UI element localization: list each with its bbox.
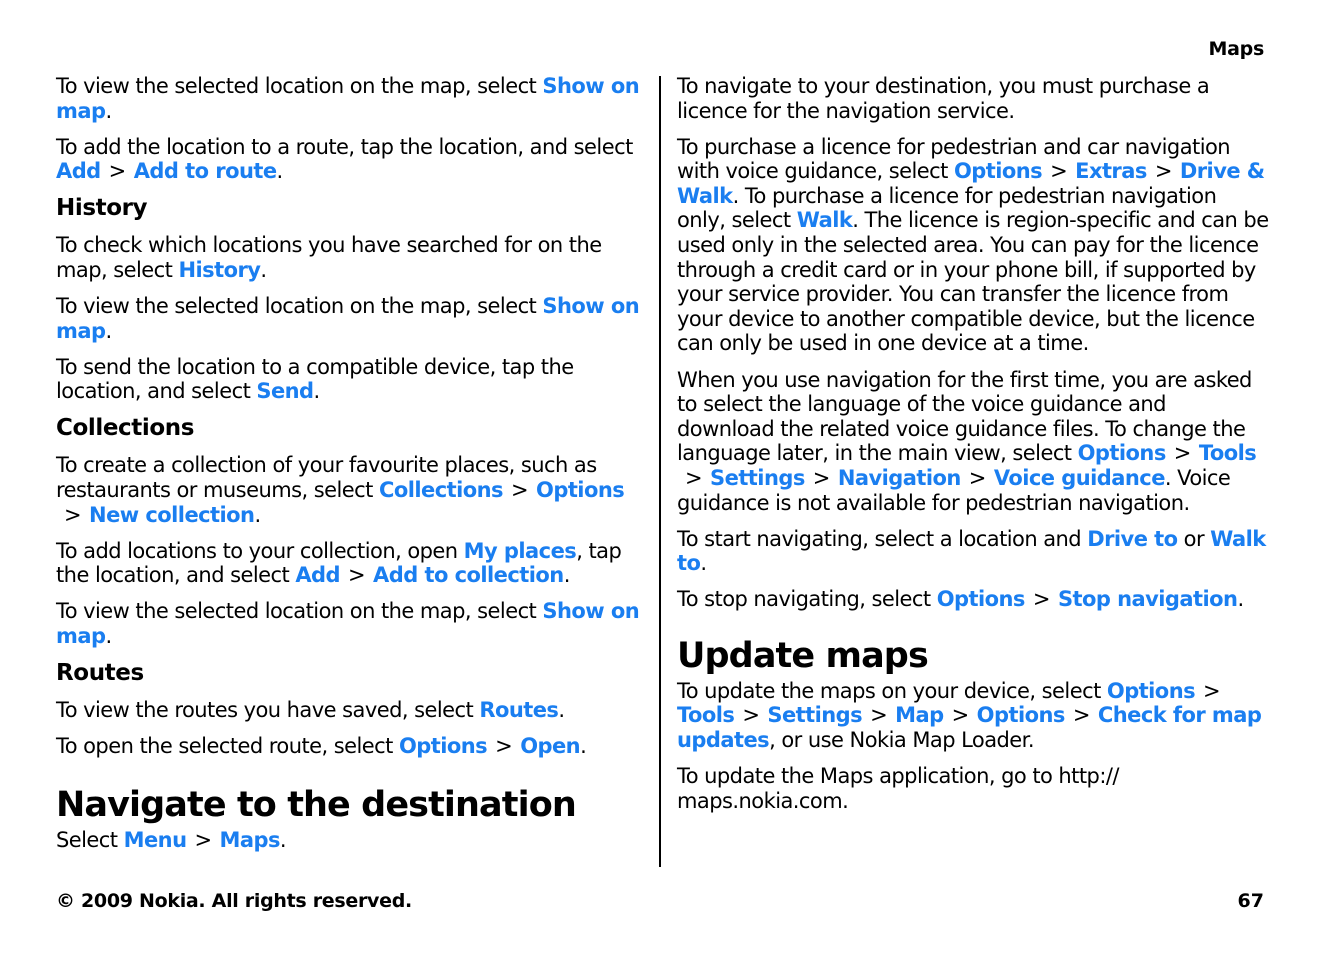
show-on-map-link[interactable]: Show on map <box>56 74 640 123</box>
menu-separator: > <box>968 465 986 490</box>
paragraph: To purchase a licence for pedestrian and car navigation with voice guidance, select Options > Extras > Drive & Walk. To purchase a licence for pedestrian navigation only, select Walk. The licence is region-specific and can be used only in the selected area. You can pay for the licence through a credit card or in your phone bill, if supported by your service provider. You can transfer the licence from your device to another compatible device, but the licence can only be used in one device at a time. <box>677 134 1269 356</box>
walk-link[interactable]: Walk <box>796 208 853 233</box>
options-link[interactable]: Options <box>953 159 1043 184</box>
right-column <box>677 74 1269 825</box>
paragraph: To create a collection of your favourite places, such as restaurants or museums, select Collections > Options> New collection. <box>56 453 625 527</box>
navigation-link[interactable]: Navigation <box>837 465 961 490</box>
left-column <box>56 74 648 864</box>
history-link[interactable]: History <box>178 257 261 282</box>
show-on-map-link[interactable]: Show on map <box>56 294 640 343</box>
running-header: Maps <box>1208 38 1264 60</box>
walk-to-link[interactable]: Walk to <box>677 526 1266 576</box>
drive-and-walk-link[interactable]: Drive & Walk <box>677 159 1265 208</box>
options-link[interactable]: Options <box>1077 441 1166 466</box>
menu-separator: > <box>348 563 366 588</box>
paragraph: To view the selected location on the map, select Show on map. <box>56 74 640 123</box>
add-to-route-link[interactable]: Add to route <box>133 159 277 184</box>
options-link[interactable]: Options <box>398 734 488 759</box>
send-link[interactable]: Send <box>256 379 314 404</box>
menu-separator: > <box>1154 159 1172 184</box>
routes-heading: Routes <box>56 660 144 687</box>
navigate-heading: Navigate to the destination <box>56 784 576 825</box>
new-collection-link[interactable]: New collection <box>89 502 255 527</box>
paragraph: To stop navigating, select Options > Stop navigation. <box>677 587 1244 612</box>
paragraph: To start navigating, select a location and Drive to or Walk to. <box>677 526 1266 576</box>
options-link[interactable]: Options <box>536 478 625 503</box>
map-link[interactable]: Map <box>895 703 944 728</box>
menu-separator: > <box>1173 441 1191 466</box>
menu-separator: > <box>1072 703 1090 728</box>
update-maps-heading: Update maps <box>677 635 928 676</box>
maps-link[interactable]: Maps <box>219 827 280 852</box>
paragraph: To open the selected route, select Options > Open. <box>56 734 587 759</box>
menu-separator: > <box>1203 678 1221 703</box>
my-places-link[interactable]: My places <box>463 538 577 563</box>
paragraph: To add locations to your collection, open My places, tap the location, and select Add > Add to collection. <box>56 538 622 588</box>
menu-separator: > <box>495 734 513 759</box>
paragraph: To view the routes you have saved, select Routes. <box>56 698 565 723</box>
routes-link[interactable]: Routes <box>479 698 559 723</box>
column-divider <box>659 76 661 867</box>
paragraph: To navigate to your destination, you must purchase a licence for the navigation service. <box>677 74 1210 123</box>
paragraph: To update the Maps application, go to http:// maps.nokia.com. <box>677 764 1119 813</box>
collections-link[interactable]: Collections <box>378 478 503 503</box>
paragraph: To view the selected location on the map, select Show on map. <box>56 599 640 648</box>
add-link[interactable]: Add <box>56 159 101 184</box>
history-heading: History <box>56 195 148 222</box>
menu-separator: > <box>1050 159 1068 184</box>
paragraph: To check which locations you have searched for on the map, select History. <box>56 233 602 282</box>
voice-guidance-link[interactable]: Voice guidance <box>993 465 1165 490</box>
menu-separator: > <box>742 703 760 728</box>
drive-to-link[interactable]: Drive to <box>1087 526 1178 551</box>
check-for-map-updates-link[interactable]: Check for map updates <box>677 703 1262 753</box>
paragraph: When you use navigation for the first time, you are asked to select the language of the voice guidance and download the related voice guidance files. To change the language later, in the main view, select Options > Tools> Settings > Navigation > Voice guidance. Voice guidance is not available for pedestrian navigation. <box>677 367 1257 515</box>
paragraph: To add the location to a route, tap the location, and select Add > Add to route. <box>56 134 633 184</box>
copyright-notice: © 2009 Nokia. All rights reserved. <box>56 890 412 912</box>
menu-separator: > <box>108 159 126 184</box>
paragraph: To send the location to a compatible device, tap the location, and select Send. <box>56 354 574 404</box>
add-link[interactable]: Add <box>295 563 340 588</box>
add-to-collection-link[interactable]: Add to collection <box>373 563 564 588</box>
menu-separator: > <box>194 827 212 852</box>
show-on-map-link[interactable]: Show on map <box>56 599 640 648</box>
options-link[interactable]: Options <box>936 587 1025 612</box>
menu-separator: > <box>1032 587 1050 612</box>
menu-separator: > <box>870 703 888 728</box>
options-link[interactable]: Options <box>1106 678 1196 703</box>
options-link[interactable]: Options <box>976 703 1065 728</box>
stop-navigation-link[interactable]: Stop navigation <box>1057 587 1238 612</box>
menu-separator: > <box>685 465 703 490</box>
menu-separator: > <box>64 502 82 527</box>
page-number: 67 <box>1237 890 1264 912</box>
paragraph: To view the selected location on the map, select Show on map. <box>56 294 640 343</box>
paragraph: Select Menu > Maps. <box>56 827 287 852</box>
menu-separator: > <box>510 478 529 503</box>
menu-separator: > <box>951 703 969 728</box>
collections-heading: Collections <box>56 415 195 442</box>
menu-link[interactable]: Menu <box>123 827 187 852</box>
open-link[interactable]: Open <box>520 734 581 759</box>
extras-link[interactable]: Extras <box>1075 159 1147 184</box>
settings-link[interactable]: Settings <box>767 703 863 728</box>
tools-link[interactable]: Tools <box>1198 441 1257 466</box>
paragraph: To update the maps on your device, select Options >Tools > Settings > Map > Options > Check for map updates, or use Nokia Map Loader. <box>677 678 1262 753</box>
tools-link[interactable]: Tools <box>677 703 735 728</box>
menu-separator: > <box>812 465 830 490</box>
settings-link[interactable]: Settings <box>710 465 805 490</box>
